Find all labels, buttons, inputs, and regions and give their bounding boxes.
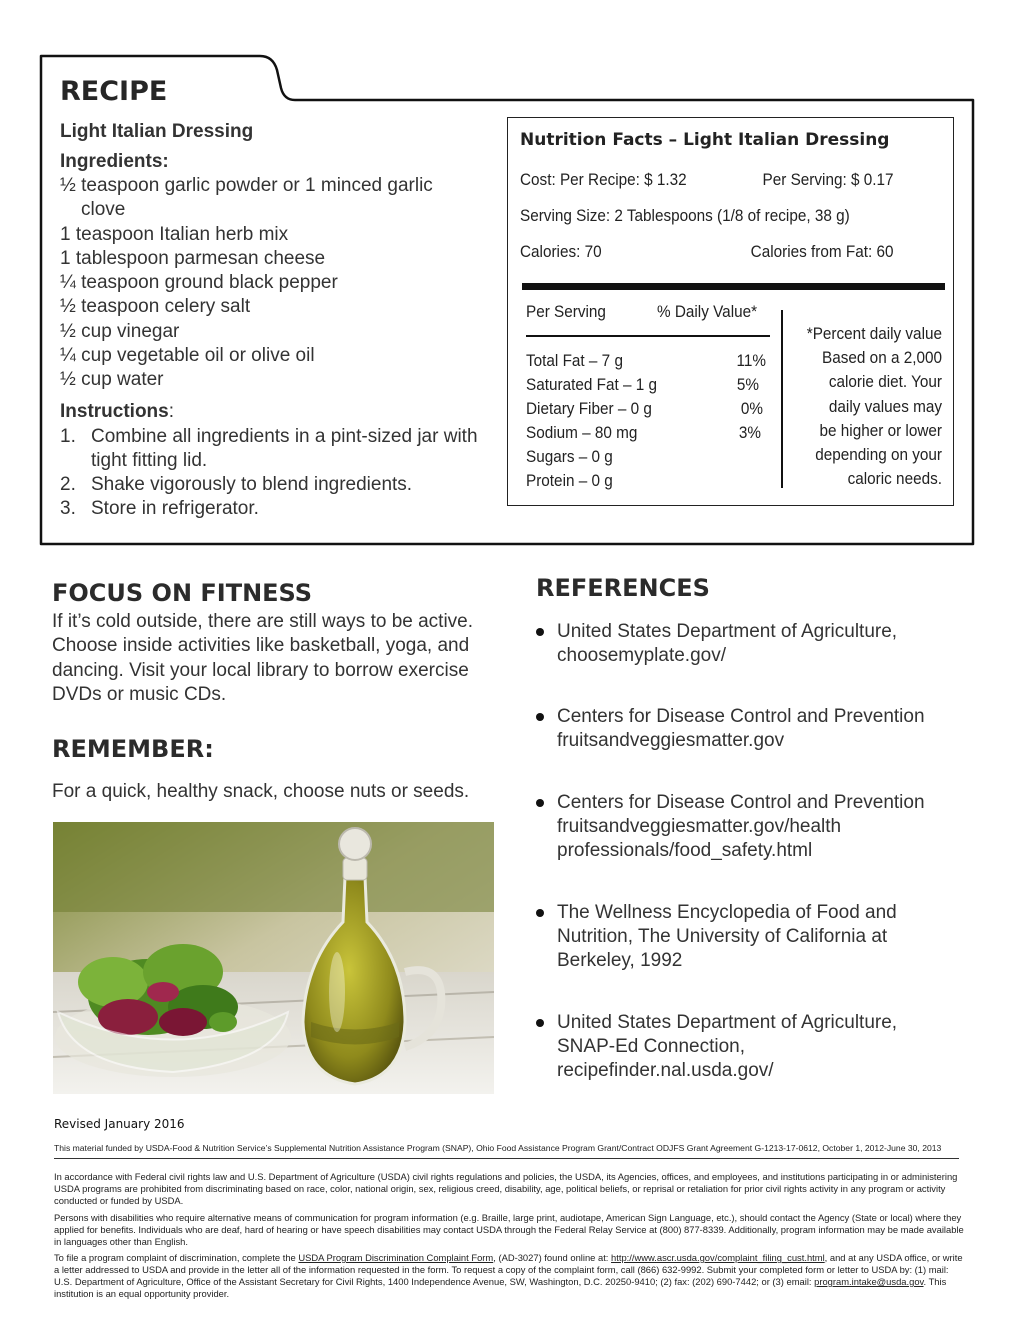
reference-line: professionals/food_safety.html [557, 840, 813, 862]
reference-line: The Wellness Encyclopedia of Food and [557, 902, 897, 923]
note-line: be higher or lower [819, 420, 942, 440]
list-item: ¼ teaspoon ground black pepper [60, 272, 338, 294]
reference-line: United States Department of Agriculture, [557, 621, 898, 642]
nutrition-divider-thick [522, 283, 945, 290]
revised-date: Revised January 2016 [54, 1117, 185, 1131]
list-item [536, 705, 976, 791]
step-number: 2. [60, 474, 76, 495]
list-item: ½ teaspoon garlic powder or 1 minced garlic clove [60, 175, 433, 221]
step-number: 1. [60, 426, 76, 447]
list-item: 1 tablespoon parmesan cheese [60, 247, 326, 269]
serving-size: Serving Size: 2 Tablespoons (1/8 of recipe, 38 g) [520, 206, 850, 225]
step-text: Store in refrigerator. [91, 498, 259, 519]
complaint-text: . This institution is an equal opportunity provider. [54, 1276, 947, 1299]
list-item: 1 teaspoon Italian herb mix [60, 223, 289, 245]
fitness-heading: FOCUS ON FITNESS [52, 579, 313, 607]
nutrient-label: Protein – 0 g [526, 471, 613, 490]
calories-from-fat: Calories from Fat: 60 [750, 242, 894, 261]
instructions-label: Instructions [60, 401, 169, 422]
reference-line: fruitsandveggiesmatter.gov [557, 730, 785, 752]
fitness-text: If it’s cold outside, there are still ways to be active. Choose inside activities like basketball, yoga, and dancing. Visit your local library to borrow exercise DVDs or music CDs. [52, 611, 474, 705]
nutrition-divider-thin [526, 335, 770, 337]
remember-text: For a quick, healthy snack, choose nuts or seeds. [52, 781, 470, 802]
complaint-statement [54, 1252, 964, 1300]
ingredients-title: Ingredients: [60, 151, 169, 172]
note-line: daily values may [828, 396, 942, 416]
per-serving-header: Per Serving [526, 302, 606, 321]
nutrient-dv: 11% [736, 351, 766, 370]
step-text: Combine all ingredients in a pint-sized jar with tight fitting lid. [91, 426, 478, 471]
nutrient-dv: 3% [738, 423, 761, 442]
cost-row [520, 170, 894, 190]
daily-value-header: % Daily Value* [657, 302, 758, 321]
salad-dressing-photo [53, 822, 494, 1094]
bullet-icon [536, 1019, 544, 1027]
nutrition-title: Nutrition Facts – Light Italian Dressing [520, 130, 890, 150]
cost-per-recipe: Cost: Per Recipe: $ 1.32 [520, 170, 687, 189]
list-item [536, 620, 976, 705]
nutrient-dv: 5% [736, 375, 759, 394]
calories: Calories: 70 [520, 242, 602, 261]
reference-line: fruitsandveggiesmatter.gov/health [557, 816, 842, 838]
step-number: 3. [60, 498, 76, 519]
cost-per-serving: Per Serving: $ 0.17 [762, 170, 894, 189]
references-list [536, 620, 976, 1084]
instructions-colon: : [168, 401, 175, 422]
bullet-icon [536, 628, 544, 636]
email-link[interactable]: program.intake@usda.gov [814, 1276, 924, 1287]
accessibility-statement: Persons with disabilities who require alternative means of communication for program information (e.g. Braille, large print, audiotape, American Sign Language, etc.), should contact the Agency (State or local) where they applied for benefits. Individuals who are deaf, hard of hearing or have speech disabilities may contact USDA through the Federal Relay Service at (800) 877-8339. Additionally, program information may be made available in languages other than English. [54, 1212, 964, 1247]
note-line: caloric needs. [847, 469, 942, 489]
recipe-name: Light Italian Dressing [60, 121, 254, 142]
nutrient-dv: 0% [740, 399, 763, 418]
bullet-icon [536, 713, 544, 721]
note-line: calorie diet. Your [828, 372, 942, 392]
civil-rights-statement: In accordance with Federal civil rights law and U.S. Department of Agriculture (USDA) civil rights regulations and policies, the USDA, its Agencies, offices, and employees, and institutions participating in or administering USDA programs are prohibited from discriminating based on race, color, national origin, sex, religious creed, disability, age, political beliefs, or reprisal or retaliation for prior civil rights activity in any program or activity conducted or funded by USDA. [54, 1171, 958, 1206]
reference-line: recipefinder.nal.usda.gov/ [557, 1060, 774, 1082]
remember-heading: REMEMBER: [52, 735, 214, 763]
reference-line: Centers for Disease Control and Prevention [557, 706, 925, 727]
nutrient-label: Saturated Fat – 1 g [526, 375, 657, 394]
list-item: ½ cup vinegar [60, 320, 180, 342]
note-line: Based on a 2,000 [822, 348, 942, 368]
reference-line: United States Department of Agriculture, [557, 1012, 898, 1033]
nutrient-label: Dietary Fiber – 0 g [526, 399, 652, 418]
list-item [60, 473, 480, 497]
complaint-form-link[interactable]: USDA Program Discrimination Complaint Form [298, 1252, 494, 1263]
daily-value-note [805, 322, 942, 491]
list-item [536, 791, 976, 901]
reference-line: Nutrition, The University of California at [557, 926, 888, 948]
nutrient-label: Sodium – 80 mg [526, 423, 638, 442]
complaint-text: To file a program complaint of discrimination, complete the [54, 1252, 299, 1263]
calories-row [520, 242, 894, 262]
complaint-url-link[interactable]: http://www.ascr.usda.gov/complaint_filing_cust.html [611, 1252, 825, 1263]
complaint-text: , (AD-3027) found online at: [493, 1252, 612, 1263]
list-item: ½ cup water [60, 369, 164, 391]
note-line: *Percent daily value [806, 324, 942, 343]
list-item [60, 497, 480, 521]
reference-line: Centers for Disease Control and Prevention [557, 792, 925, 813]
footer-divider [54, 1158, 959, 1159]
list-item [536, 901, 976, 1011]
bullet-icon [536, 909, 544, 917]
reference-line: Berkeley, 1992 [557, 950, 683, 972]
bullet-icon [536, 799, 544, 807]
complaint-text: , and at any USDA office, or write a letter addressed to USDA and provide in the letter all of the information requested in the form. To request a copy of the complaint form, call (866) 632-9992. Submit your completed form or letter to USDA by: (1) mail: U.S. Department of Agriculture, Office of the Assistant Secretary for Civil Rights, 1400 Independence Avenue, SW, Washington, D.C. 20250-9410; (2) fax: (202) 690-7442; or (3) email: [54, 1252, 963, 1287]
step-text: Shake vigorously to blend ingredients. [91, 474, 413, 495]
list-item [536, 1011, 976, 1084]
nutrition-divider-vertical [781, 310, 783, 488]
instructions-title [60, 401, 174, 423]
instructions-list [60, 425, 480, 521]
nutrient-label: Sugars – 0 g [526, 447, 613, 466]
funding-statement: This material funded by USDA-Food & Nutrition Service’s Supplemental Nutrition Assistance Program (SNAP), Ohio Food Assistance Program Grant/Contract ODJFS Grant Agreement G-1213-17-0612, October 1, 2012-June 30, 2013 [54, 1143, 942, 1153]
references-heading: REFERENCES [536, 574, 710, 602]
reference-line: SNAP-Ed Connection, [557, 1036, 745, 1058]
list-item: ½ teaspoon celery salt [60, 296, 251, 318]
nutrient-label: Total Fat – 7 g [526, 351, 623, 370]
recipe-heading: RECIPE [60, 76, 168, 107]
note-line: depending on your [815, 445, 942, 465]
ingredients-list [60, 174, 480, 393]
reference-line: choosemyplate.gov/ [557, 645, 726, 667]
list-item [60, 425, 480, 473]
list-item: ¼ cup vegetable oil or olive oil [60, 345, 315, 367]
